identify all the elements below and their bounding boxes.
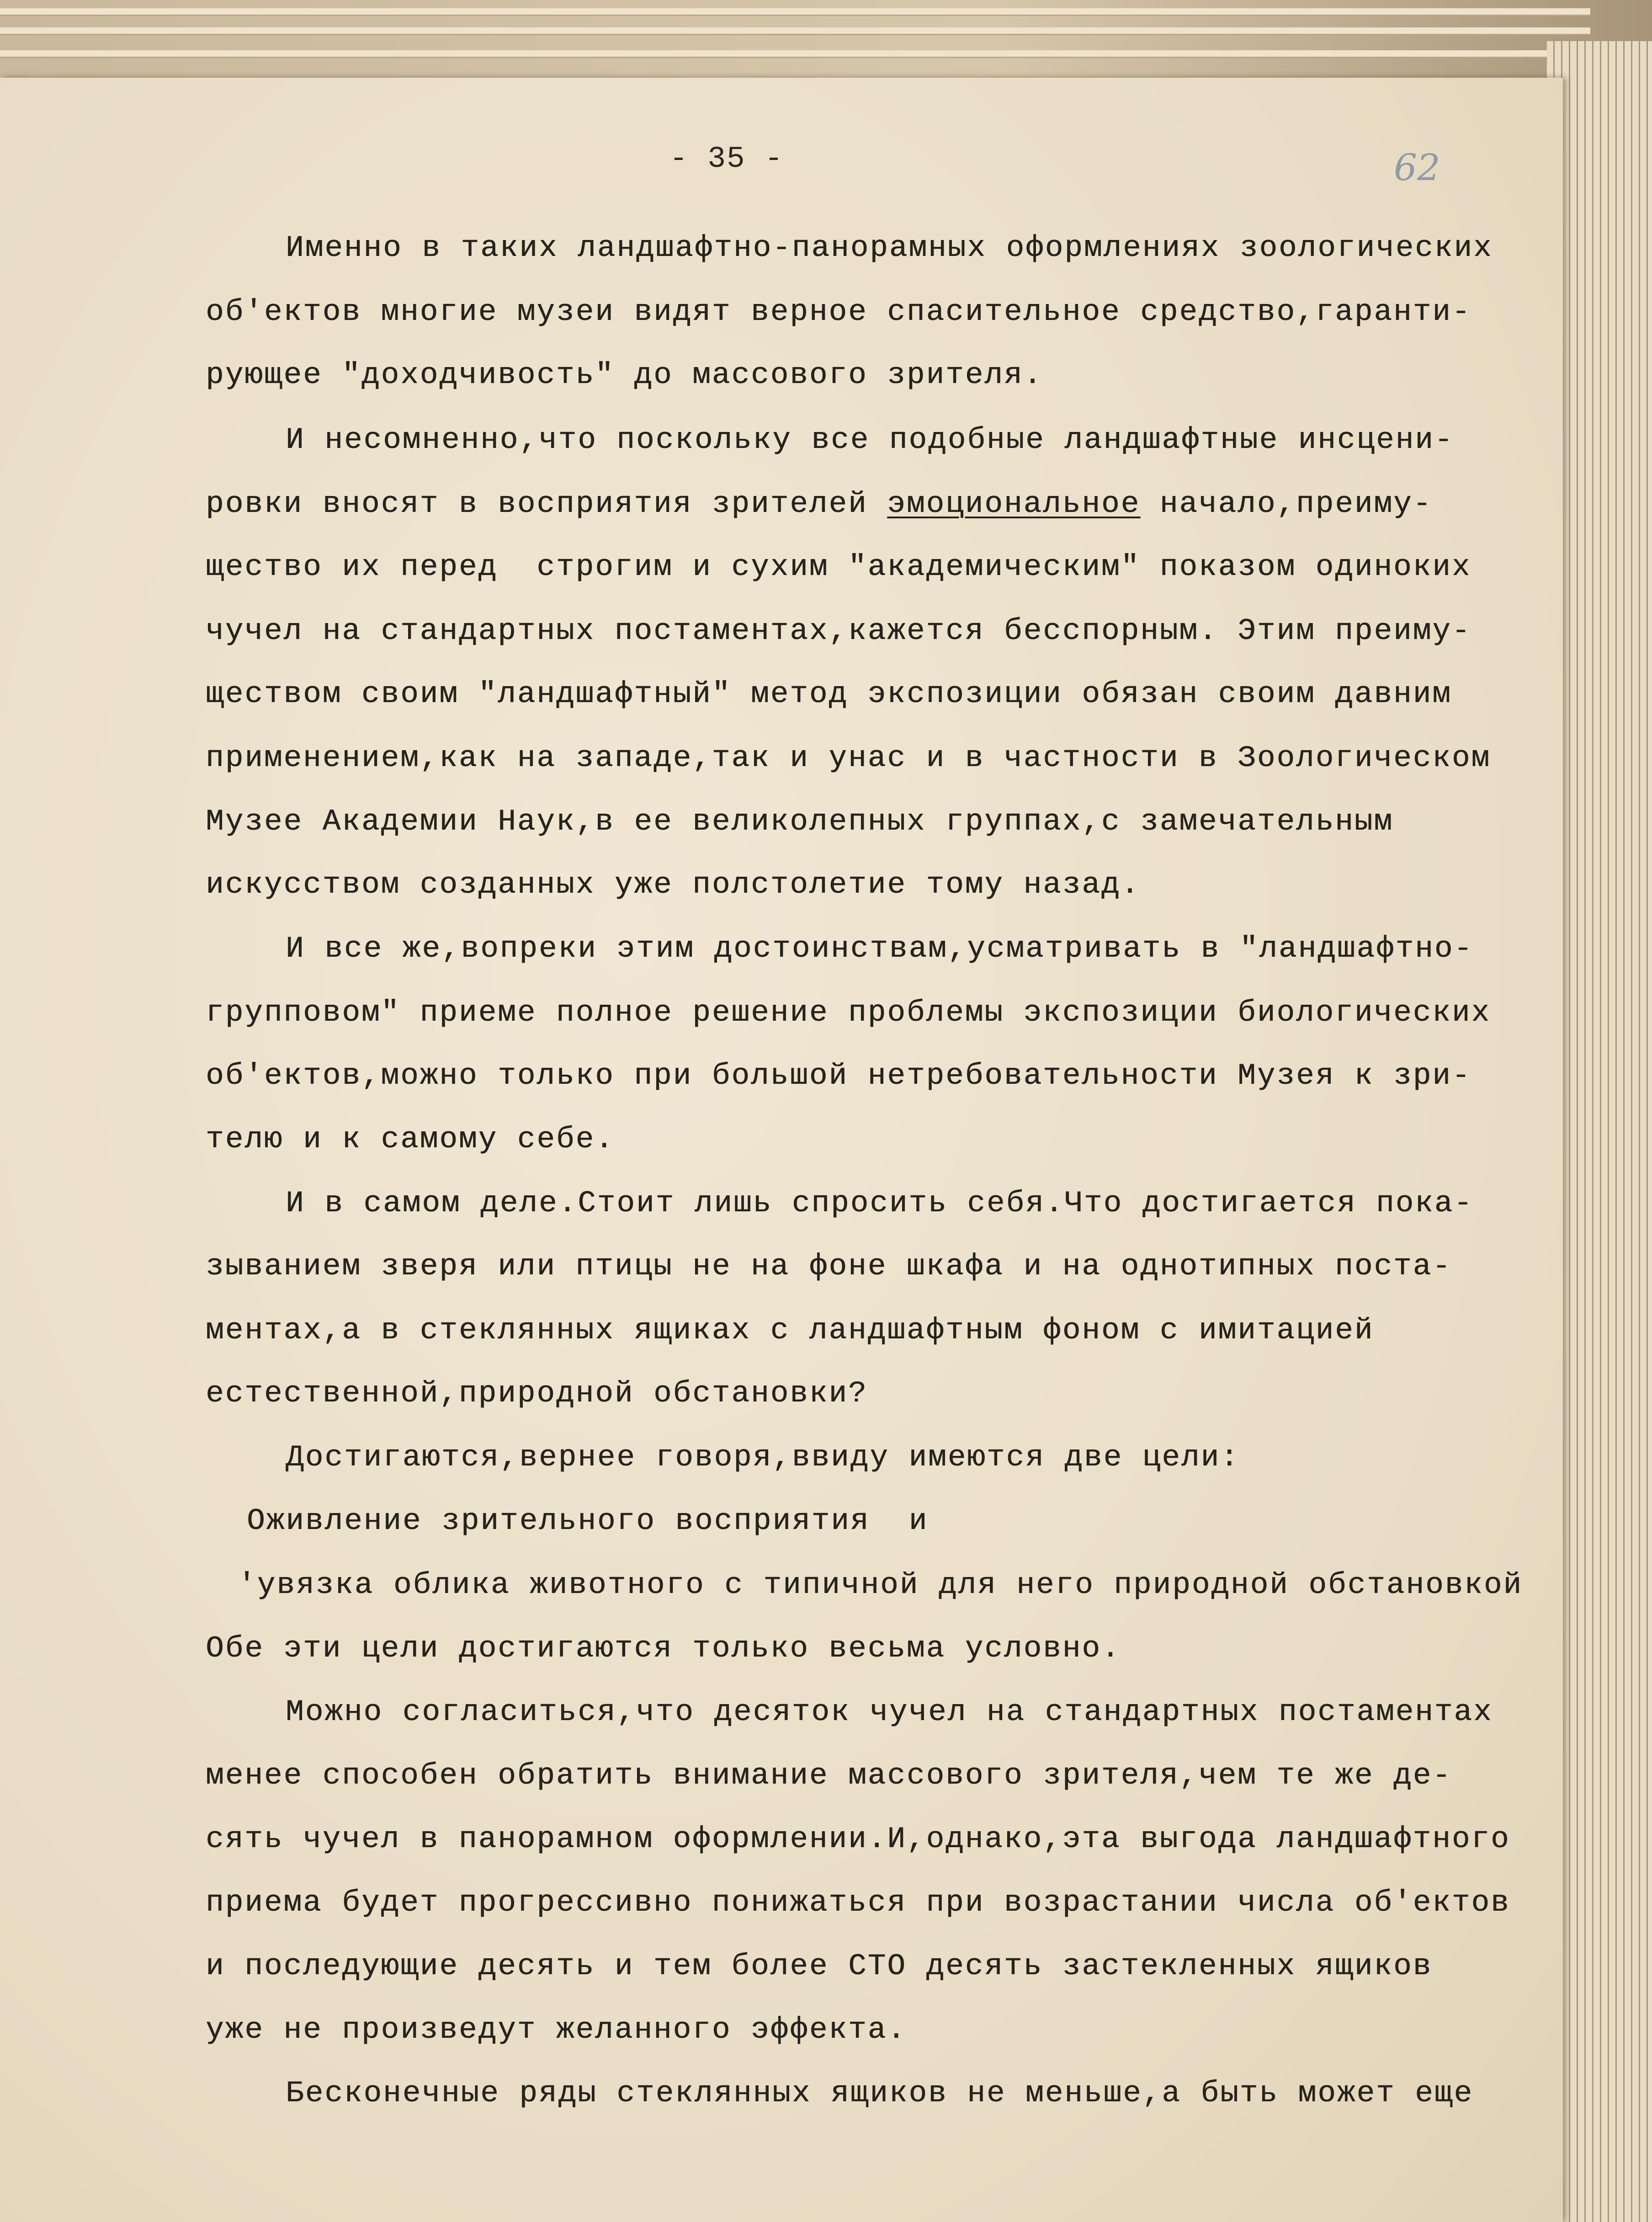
text-line: телю и к самому себе.	[206, 1122, 615, 1156]
text-line: Оживление зрительного восприятия и	[247, 1504, 929, 1538]
text-line: менее способен обратить внимание массового зрителя,чем те же де-	[206, 1758, 1452, 1793]
text-line: сять чучел в панорамном оформлении.И,однако,эта выгода ландшафтного	[206, 1822, 1510, 1856]
handwritten-archive-number: 62	[1394, 146, 1440, 189]
text-line: И все же,вопреки этим достоинствам,усматривать в "ландшафтно-	[286, 932, 1473, 966]
text-line: зыванием зверя или птицы не на фоне шкафа и на однотипных поста-	[206, 1249, 1452, 1284]
page-number: - 35 -	[669, 142, 784, 176]
text-line: Музее Академии Наук,в ее великолепных группах,с замечательным	[206, 805, 1393, 839]
text-line: ментах,а в стеклянных ящиках с ландшафтным фоном с имитацией	[206, 1313, 1374, 1348]
text-line: 'увязка облика животного с типичной для него природной обстановкой	[238, 1568, 1523, 1602]
typewritten-page	[0, 78, 1563, 2222]
text-line: уже не произведут желанного эффекта.	[206, 2013, 907, 2047]
text-line	[206, 489, 1432, 519]
text-line: Обе эти цели достигаются только весьма условно.	[206, 1631, 1121, 1666]
text-line: естественной,природной обстановки?	[206, 1376, 868, 1411]
text-line: ществом своим "ландшафтный" метод экспозиции обязан своим давним	[206, 677, 1452, 711]
text-line: рующее "доходчивость" до массового зрителя.	[206, 358, 1043, 392]
text-line: Именно в таких ландшафтно-панорамных оформлениях зоологических	[286, 231, 1493, 265]
underlined-word: эмоциональное	[887, 487, 1141, 521]
text-line: И в самом деле.Стоит лишь спросить себя.Что достигается пока-	[286, 1186, 1473, 1220]
text-segment: ровки вносят в восприятия зрителей	[206, 487, 887, 521]
text-line: и последующие десять и тем более СТО десять застекленных ящиков	[206, 1949, 1433, 1983]
stacked-sheet-edge	[0, 50, 1590, 58]
text-line: применением,как на западе,так и унас и в частности в Зоологическом	[206, 741, 1491, 775]
stacked-sheet-edge	[0, 27, 1590, 35]
text-line: И несомненно,что поскольку все подобные ландшафтные инсцени-	[286, 423, 1454, 457]
text-line: Бесконечные ряды стеклянных ящиков не меньше,а быть может еще	[286, 2076, 1473, 2110]
text-line: об'ектов,можно только при большой нетребовательности Музея к зри-	[206, 1059, 1471, 1093]
text-line: чучел на стандартных постаментах,кажется бесспорным. Этим преиму-	[206, 614, 1471, 648]
text-line: Можно согласиться,что десяток чучел на стандартных постаментах	[286, 1695, 1493, 1729]
stacked-sheet-edge	[0, 8, 1590, 16]
text-line: искусством созданных уже полстолетие тому назад.	[206, 868, 1141, 902]
text-line: об'ектов многие музеи видят верное спасительное средство,гаранти-	[206, 295, 1471, 329]
text-line: приема будет прогрессивно понижаться при возрастании числа об'ектов	[206, 1886, 1510, 1920]
text-segment: начало,преиму-	[1140, 487, 1433, 521]
text-line: Достигаются,вернее говоря,ввиду имеются две цели:	[286, 1440, 1240, 1475]
text-line: щество их перед строгим и сухим "академическим" показом одиноких	[206, 550, 1471, 584]
text-line: групповом" приеме полное решение проблемы экспозиции биологических	[206, 996, 1491, 1030]
